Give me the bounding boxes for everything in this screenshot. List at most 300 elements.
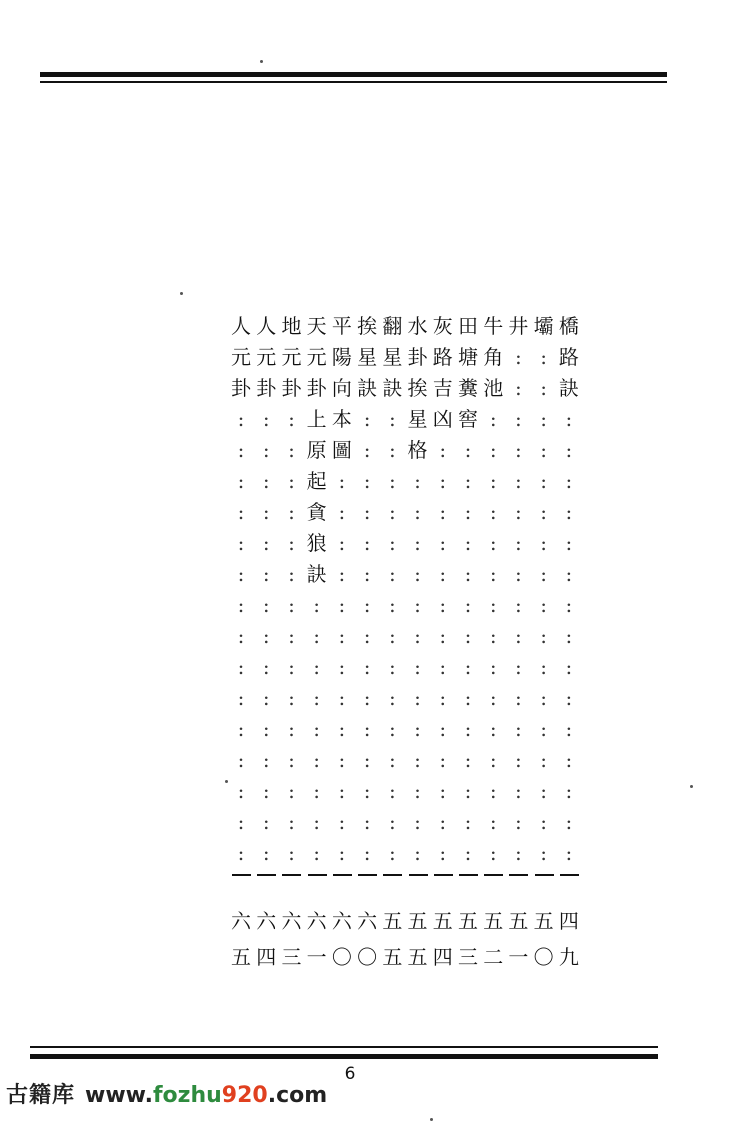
- leader-dots: :: [338, 779, 346, 803]
- leader-dots: :: [414, 500, 421, 524]
- leader-dots: :: [565, 624, 573, 648]
- toc-title-char: 貪: [306, 500, 327, 524]
- toc-title-char: 吉: [432, 376, 453, 400]
- leader-dots: :: [338, 624, 346, 648]
- toc-title-char: 起: [306, 469, 327, 493]
- leader-dots: :: [288, 655, 295, 679]
- toc-entry: [255, 312, 277, 982]
- separator-dash: [257, 874, 276, 876]
- toc-title-char: 訣: [382, 376, 403, 400]
- leader-dots: :: [262, 841, 270, 865]
- leader-dots: :: [388, 686, 396, 710]
- leader-dots: :: [414, 655, 421, 679]
- leader-dots: :: [288, 686, 295, 710]
- toc-title-char: 訣: [558, 376, 579, 400]
- toc-title-char: 橋: [558, 314, 579, 338]
- leader-dots: :: [262, 407, 270, 431]
- watermark-url-name: fozhu: [152, 1083, 222, 1108]
- leader-dots: :: [515, 531, 522, 555]
- leader-dots: :: [313, 810, 321, 834]
- leader-dots: :: [288, 748, 295, 772]
- leader-dots: :: [262, 562, 270, 586]
- toc-page-number-digit: 一: [306, 945, 327, 969]
- toc-page-number-digit: 五: [407, 945, 428, 969]
- leader-dots: :: [489, 655, 497, 679]
- leader-dots: :: [338, 469, 346, 493]
- leader-dots: :: [338, 717, 346, 741]
- toc-title-char: 星: [407, 407, 428, 431]
- scan-speck: [260, 60, 263, 63]
- leader-dots: :: [262, 469, 270, 493]
- watermark-url-number: 920: [221, 1083, 268, 1108]
- toc-page-number-digit: 五: [407, 909, 428, 933]
- leader-dots: :: [565, 407, 573, 431]
- leader-dots: :: [338, 841, 346, 865]
- toc-title-char: 塘: [457, 345, 478, 369]
- toc-title-char: 牛: [483, 314, 504, 338]
- leader-dots: :: [363, 562, 371, 586]
- leader-dots: :: [464, 779, 472, 803]
- leader-dots: :: [237, 841, 245, 865]
- leader-dots: :: [515, 593, 522, 617]
- leader-dots: :: [565, 686, 573, 710]
- leader-dots: :: [237, 717, 245, 741]
- toc-title-char: 平: [331, 314, 352, 338]
- toc-title-char: 井: [508, 314, 529, 338]
- toc-title-char: 格: [407, 438, 428, 462]
- leader-dots: :: [262, 655, 270, 679]
- leader-dots: :: [388, 407, 396, 431]
- leader-dots: :: [515, 562, 522, 586]
- leader-dots: :: [515, 655, 522, 679]
- leader-dots: :: [489, 500, 497, 524]
- leader-dots: :: [515, 469, 522, 493]
- toc-entry: [230, 312, 252, 982]
- toc-title-char: 角: [483, 345, 504, 369]
- leader-dots: :: [439, 438, 447, 462]
- leader-dots: :: [464, 562, 472, 586]
- leader-dots: :: [338, 531, 346, 555]
- toc-title-char: 糞: [457, 376, 478, 400]
- leader-dots: :: [262, 531, 270, 555]
- toc-title-char: 挨: [357, 314, 378, 338]
- leader-dots: :: [313, 593, 321, 617]
- leader-dots: :: [363, 655, 371, 679]
- leader-dots: :: [288, 593, 295, 617]
- leader-dots: :: [388, 810, 396, 834]
- watermark-url-suffix: .com: [267, 1083, 328, 1108]
- leader-dots: :: [439, 593, 447, 617]
- leader-dots: :: [439, 531, 447, 555]
- toc-page-number-digit: 六: [281, 909, 302, 933]
- toc-title-char: 壩: [533, 314, 554, 338]
- leader-dots: :: [489, 748, 497, 772]
- toc-page-number-digit: 九: [558, 945, 579, 969]
- leader-dots: :: [464, 469, 472, 493]
- toc-title-char: 向: [331, 376, 352, 400]
- leader-dots: :: [262, 810, 270, 834]
- leader-dots: :: [363, 717, 371, 741]
- leader-dots: :: [237, 779, 245, 803]
- toc-page-number-digit: 五: [457, 909, 478, 933]
- toc-page-number-digit: 五: [382, 909, 403, 933]
- leader-dots: :: [288, 531, 295, 555]
- leader-dots: :: [363, 624, 371, 648]
- leader-dots: :: [414, 531, 421, 555]
- scan-speck: [690, 785, 693, 788]
- leader-dots: :: [237, 748, 245, 772]
- leader-dots: :: [237, 686, 245, 710]
- leader-dots: :: [439, 562, 447, 586]
- leader-dots: :: [363, 748, 371, 772]
- leader-dots: :: [388, 779, 396, 803]
- leader-dots: :: [464, 717, 472, 741]
- leader-dots: :: [414, 562, 421, 586]
- leader-dots: :: [439, 810, 447, 834]
- toc-title-char: 上: [306, 407, 327, 431]
- toc-page-number-digit: 四: [432, 945, 453, 969]
- toc-entry: [306, 312, 328, 982]
- toc-page-number-digit: 六: [231, 909, 251, 933]
- leader-dots: :: [489, 469, 497, 493]
- leader-dots: :: [262, 686, 270, 710]
- toc-entry: [407, 312, 429, 982]
- toc-entry: [356, 312, 378, 982]
- leader-dots: :: [464, 531, 472, 555]
- toc-page-number-digit: 〇: [533, 945, 554, 969]
- leader-dots: :: [540, 469, 547, 493]
- leader-dots: :: [489, 810, 497, 834]
- leader-dots: :: [388, 500, 396, 524]
- leader-dots: :: [414, 841, 421, 865]
- watermark-url-prefix: www.: [85, 1083, 153, 1108]
- leader-dots: :: [540, 376, 547, 400]
- leader-dots: :: [540, 531, 547, 555]
- leader-dots: :: [237, 593, 245, 617]
- leader-dots: :: [338, 686, 346, 710]
- leader-dots: :: [439, 655, 447, 679]
- leader-dots: :: [439, 624, 447, 648]
- leader-dots: :: [565, 748, 573, 772]
- separator-dash: [282, 874, 301, 876]
- separator-dash: [535, 874, 554, 876]
- leader-dots: :: [388, 593, 396, 617]
- leader-dots: :: [313, 748, 321, 772]
- leader-dots: :: [540, 717, 547, 741]
- leader-dots: :: [565, 593, 573, 617]
- toc-title-char: 池: [483, 376, 504, 400]
- toc-title-char: 元: [306, 345, 327, 369]
- leader-dots: :: [565, 438, 573, 462]
- leader-dots: :: [515, 748, 522, 772]
- leader-dots: :: [313, 841, 321, 865]
- leader-dots: :: [515, 779, 522, 803]
- leader-dots: :: [414, 779, 421, 803]
- separator-dash: [509, 874, 528, 876]
- toc-entry: [507, 312, 529, 982]
- leader-dots: :: [540, 686, 547, 710]
- leader-dots: :: [515, 500, 522, 524]
- toc-entry: [432, 312, 454, 982]
- leader-dots: :: [489, 562, 497, 586]
- leader-dots: :: [515, 841, 522, 865]
- separator-dash: [409, 874, 428, 876]
- toc-entry: [533, 312, 555, 982]
- toc-title-char: 卦: [281, 376, 302, 400]
- leader-dots: :: [338, 562, 346, 586]
- leader-dots: :: [414, 717, 421, 741]
- table-of-contents: [230, 312, 580, 982]
- toc-title-char: 卦: [407, 345, 428, 369]
- leader-dots: :: [439, 500, 447, 524]
- watermark-chinese: 古籍库: [6, 1083, 76, 1108]
- leader-dots: :: [363, 500, 371, 524]
- toc-title-char: 元: [256, 345, 277, 369]
- leader-dots: :: [489, 593, 497, 617]
- toc-page-number-digit: 五: [508, 909, 529, 933]
- separator-dash: [232, 874, 251, 876]
- leader-dots: :: [464, 748, 472, 772]
- toc-page-number-digit: 一: [508, 945, 529, 969]
- leader-dots: :: [288, 438, 295, 462]
- toc-entry: [280, 312, 302, 982]
- leader-dots: :: [288, 469, 295, 493]
- leader-dots: :: [439, 717, 447, 741]
- leader-dots: :: [313, 624, 321, 648]
- leader-dots: :: [540, 407, 547, 431]
- leader-dots: :: [388, 624, 396, 648]
- toc-page-number-digit: 五: [533, 909, 554, 933]
- leader-dots: :: [540, 624, 547, 648]
- leader-dots: :: [237, 438, 245, 462]
- separator-dash: [333, 874, 352, 876]
- toc-title-char: 窖: [457, 407, 478, 431]
- leader-dots: :: [565, 655, 573, 679]
- toc-title-char: 星: [382, 345, 403, 369]
- toc-page-number-digit: 三: [281, 945, 302, 969]
- leader-dots: :: [540, 841, 547, 865]
- toc-entry: [381, 312, 403, 982]
- leader-dots: :: [388, 562, 396, 586]
- leader-dots: :: [439, 779, 447, 803]
- toc-title-char: 星: [357, 345, 378, 369]
- toc-title-char: 路: [432, 345, 453, 369]
- toc-title-char: 元: [231, 345, 251, 369]
- leader-dots: :: [288, 841, 295, 865]
- toc-page-number-digit: 五: [382, 945, 403, 969]
- leader-dots: :: [288, 779, 295, 803]
- leader-dots: :: [489, 717, 497, 741]
- leader-dots: :: [464, 438, 472, 462]
- page-number: 6: [344, 1064, 356, 1084]
- leader-dots: :: [515, 717, 522, 741]
- leader-dots: :: [489, 686, 497, 710]
- watermark: [6, 1078, 327, 1112]
- toc-title-char: 陽: [331, 345, 352, 369]
- leader-dots: :: [439, 841, 447, 865]
- scan-speck: [180, 292, 183, 295]
- toc-title-char: 卦: [256, 376, 277, 400]
- leader-dots: :: [515, 407, 522, 431]
- leader-dots: :: [363, 686, 371, 710]
- leader-dots: :: [288, 624, 295, 648]
- separator-dash: [459, 874, 478, 876]
- toc-title-char: 凶: [432, 407, 453, 431]
- toc-title-char: 水: [407, 314, 428, 338]
- toc-page-number-digit: 六: [357, 909, 378, 933]
- leader-dots: :: [363, 469, 371, 493]
- leader-dots: :: [515, 686, 522, 710]
- leader-dots: :: [565, 562, 573, 586]
- leader-dots: :: [565, 810, 573, 834]
- leader-dots: :: [313, 779, 321, 803]
- leader-dots: :: [363, 407, 371, 431]
- toc-title-char: 卦: [306, 376, 327, 400]
- leader-dots: :: [565, 717, 573, 741]
- toc-entry: [482, 312, 504, 982]
- toc-entry: [558, 312, 580, 982]
- leader-dots: :: [439, 686, 447, 710]
- leader-dots: :: [288, 717, 295, 741]
- leader-dots: :: [388, 841, 396, 865]
- toc-title-char: 狼: [306, 531, 327, 555]
- leader-dots: :: [237, 562, 245, 586]
- toc-page-number-digit: 〇: [357, 945, 378, 969]
- leader-dots: :: [565, 500, 573, 524]
- toc-page-number-digit: 五: [483, 909, 504, 933]
- leader-dots: :: [464, 624, 472, 648]
- leader-dots: :: [414, 469, 421, 493]
- leader-dots: :: [288, 500, 295, 524]
- leader-dots: :: [262, 593, 270, 617]
- leader-dots: :: [388, 717, 396, 741]
- leader-dots: :: [565, 531, 573, 555]
- leader-dots: :: [388, 469, 396, 493]
- leader-dots: :: [565, 469, 573, 493]
- leader-dots: :: [338, 655, 346, 679]
- toc-page-number-digit: 五: [432, 909, 453, 933]
- toc-page-number-digit: 六: [256, 909, 277, 933]
- leader-dots: :: [540, 593, 547, 617]
- leader-dots: :: [464, 686, 472, 710]
- leader-dots: :: [388, 748, 396, 772]
- top-rule-thin: [40, 81, 667, 83]
- leader-dots: :: [515, 345, 522, 369]
- leader-dots: :: [464, 655, 472, 679]
- toc-page-number-digit: 〇: [331, 945, 352, 969]
- toc-title-char: 訣: [357, 376, 378, 400]
- leader-dots: :: [313, 686, 321, 710]
- leader-dots: :: [288, 407, 295, 431]
- top-rule-thick: [40, 72, 667, 77]
- toc-title-char: 元: [281, 345, 302, 369]
- toc-title-char: 路: [558, 345, 579, 369]
- leader-dots: :: [262, 779, 270, 803]
- separator-dash: [484, 874, 503, 876]
- leader-dots: :: [565, 779, 573, 803]
- leader-dots: :: [414, 748, 421, 772]
- toc-page-number-digit: 四: [558, 909, 579, 933]
- leader-dots: :: [363, 841, 371, 865]
- toc-page-number-digit: 五: [231, 945, 251, 969]
- leader-dots: :: [489, 407, 497, 431]
- leader-dots: :: [464, 500, 472, 524]
- toc-title-char: 灰: [432, 314, 453, 338]
- leader-dots: :: [439, 469, 447, 493]
- leader-dots: :: [237, 469, 245, 493]
- toc-page-number-digit: 二: [483, 945, 504, 969]
- leader-dots: :: [540, 748, 547, 772]
- separator-dash: [560, 874, 579, 876]
- toc-title-char: 本: [331, 407, 352, 431]
- leader-dots: :: [540, 655, 547, 679]
- leader-dots: :: [515, 810, 522, 834]
- leader-dots: :: [464, 841, 472, 865]
- leader-dots: :: [388, 531, 396, 555]
- toc-title-char: 田: [457, 314, 478, 338]
- leader-dots: :: [388, 438, 396, 462]
- toc-title-char: 訣: [306, 562, 327, 586]
- leader-dots: :: [363, 531, 371, 555]
- leader-dots: :: [515, 376, 522, 400]
- leader-dots: :: [540, 810, 547, 834]
- separator-dash: [358, 874, 377, 876]
- leader-dots: :: [237, 655, 245, 679]
- leader-dots: :: [489, 841, 497, 865]
- leader-dots: :: [439, 748, 447, 772]
- toc-title-char: 卦: [231, 376, 251, 400]
- leader-dots: :: [237, 407, 245, 431]
- leader-dots: :: [489, 779, 497, 803]
- toc-entry: [457, 312, 479, 982]
- leader-dots: :: [540, 345, 547, 369]
- toc-page-number-digit: 四: [256, 945, 277, 969]
- leader-dots: :: [414, 810, 421, 834]
- leader-dots: :: [540, 779, 547, 803]
- leader-dots: :: [313, 655, 321, 679]
- leader-dots: :: [363, 438, 371, 462]
- separator-dash: [434, 874, 453, 876]
- leader-dots: :: [338, 500, 346, 524]
- leader-dots: :: [464, 810, 472, 834]
- toc-title-char: 挨: [407, 376, 428, 400]
- leader-dots: :: [515, 438, 522, 462]
- leader-dots: :: [262, 500, 270, 524]
- leader-dots: :: [515, 624, 522, 648]
- leader-dots: :: [288, 562, 295, 586]
- toc-title-char: 地: [281, 314, 302, 338]
- toc-title-char: 人: [231, 314, 251, 338]
- toc-title-char: 翻: [382, 314, 403, 338]
- leader-dots: :: [363, 779, 371, 803]
- scan-speck: [225, 780, 228, 783]
- bottom-rule-thin: [30, 1046, 658, 1048]
- leader-dots: :: [489, 531, 497, 555]
- leader-dots: :: [262, 438, 270, 462]
- toc-title-char: 天: [306, 314, 327, 338]
- leader-dots: :: [338, 593, 346, 617]
- toc-page-number-digit: 三: [457, 945, 478, 969]
- leader-dots: :: [288, 810, 295, 834]
- leader-dots: :: [338, 810, 346, 834]
- leader-dots: :: [313, 717, 321, 741]
- leader-dots: :: [540, 562, 547, 586]
- leader-dots: :: [237, 531, 245, 555]
- toc-page-number-digit: 六: [331, 909, 352, 933]
- leader-dots: :: [262, 748, 270, 772]
- leader-dots: :: [388, 655, 396, 679]
- leader-dots: :: [237, 624, 245, 648]
